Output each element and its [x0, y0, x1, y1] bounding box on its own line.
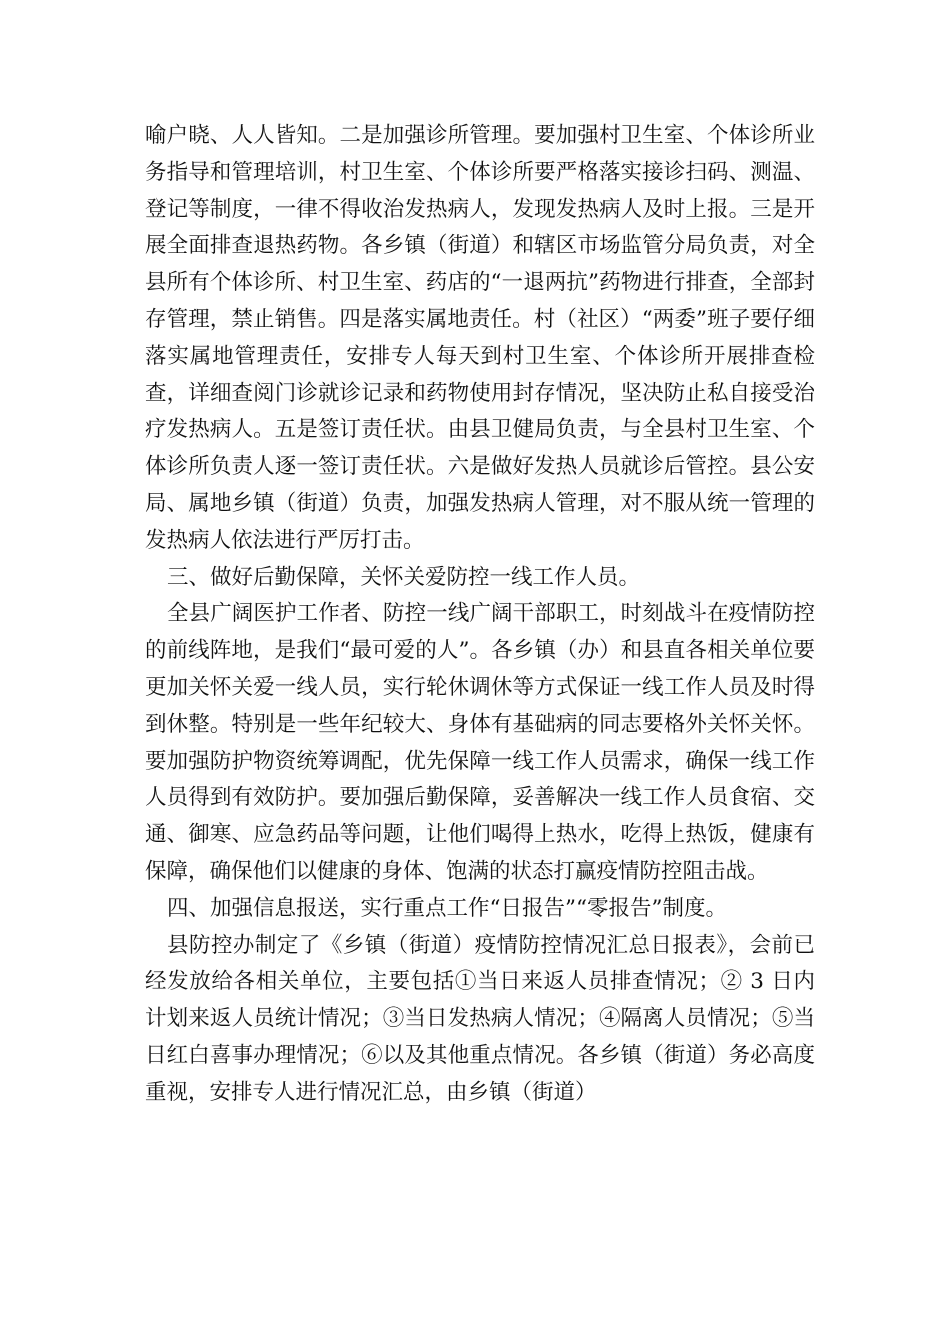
paragraph-daily-report: 县防控办制定了《乡镇（街道）疫情防控情况汇总日报表》，会前已经发放给各相关单位，主要包括①当日来返人员排查情况；② 3 日内计划来返人员统计情况；③当日发热病人情况；④隔离人员情况；⑤当日红白喜事办理情况；⑥以及其他重点情况。各乡镇（街道）务必高度重视，安排专人进行情况汇总，由乡镇（街道）	[145, 932, 815, 1105]
paragraph-frontline-care: 全县广阔医护工作者、防控一线广阔干部职工，时刻战斗在疫情防控的前线阵地，是我们“最可爱的人”。各乡镇（办）和县直各相关单位要更加关怀关爱一线人员，实行轮休调休等方式保证一线工作人员及时得到休整。特别是一些年纪较大、身体有基础病的同志要格外关怀关怀。要加强防护物资统筹调配，优先保障一线工作人员需求，确保一线工作人员得到有效防护。要加强后勤保障，妥善解决一线工作人员食宿、交通、御寒、应急药品等问题，让他们喝得上热水，吃得上热饭，健康有保障，确保他们以健康的身体、饱满的状态打赢疫情防控阻击战。	[145, 601, 815, 884]
section-heading-three: 三、做好后勤保障，关怀关爱防控一线工作人员。	[167, 564, 641, 590]
paragraph-continuation: 喻户晓、人人皆知。二是加强诊所管理。要加强村卫生室、个体诊所业务指导和管理培训，村卫生室、个体诊所要严格落实接诊扫码、测温、登记等制度，一律不得收治发热病人，发现发热病人及时上报。三是开展全面排查退热药物。各乡镇（街道）和辖区市场监管分局负责，对全县所有个体诊所、村卫生室、药店的“一退两抗”药物进行排查，全部封存管理，禁止销售。四是落实属地责任。村（社区）“两委”班子要仔细落实属地管理责任，安排专人每天到村卫生室、个体诊所开展排查检查，详细查阅门诊就诊记录和药物使用封存情况，坚决防止私自接受治疗发热病人。五是签订责任状。由县卫健局负责，与全县村卫生室、个体诊所负责人逐一签订责任状。六是做好发热人员就诊后管控。县公安局、属地乡镇（街道）负责，加强发热病人管理，对不服从统一管理的发热病人依法进行严厉打击。	[145, 123, 815, 553]
document-body	[145, 118, 815, 1112]
section-heading-four: 四、加强信息报送，实行重点工作“日报告”“零报告”制度。	[167, 895, 727, 921]
